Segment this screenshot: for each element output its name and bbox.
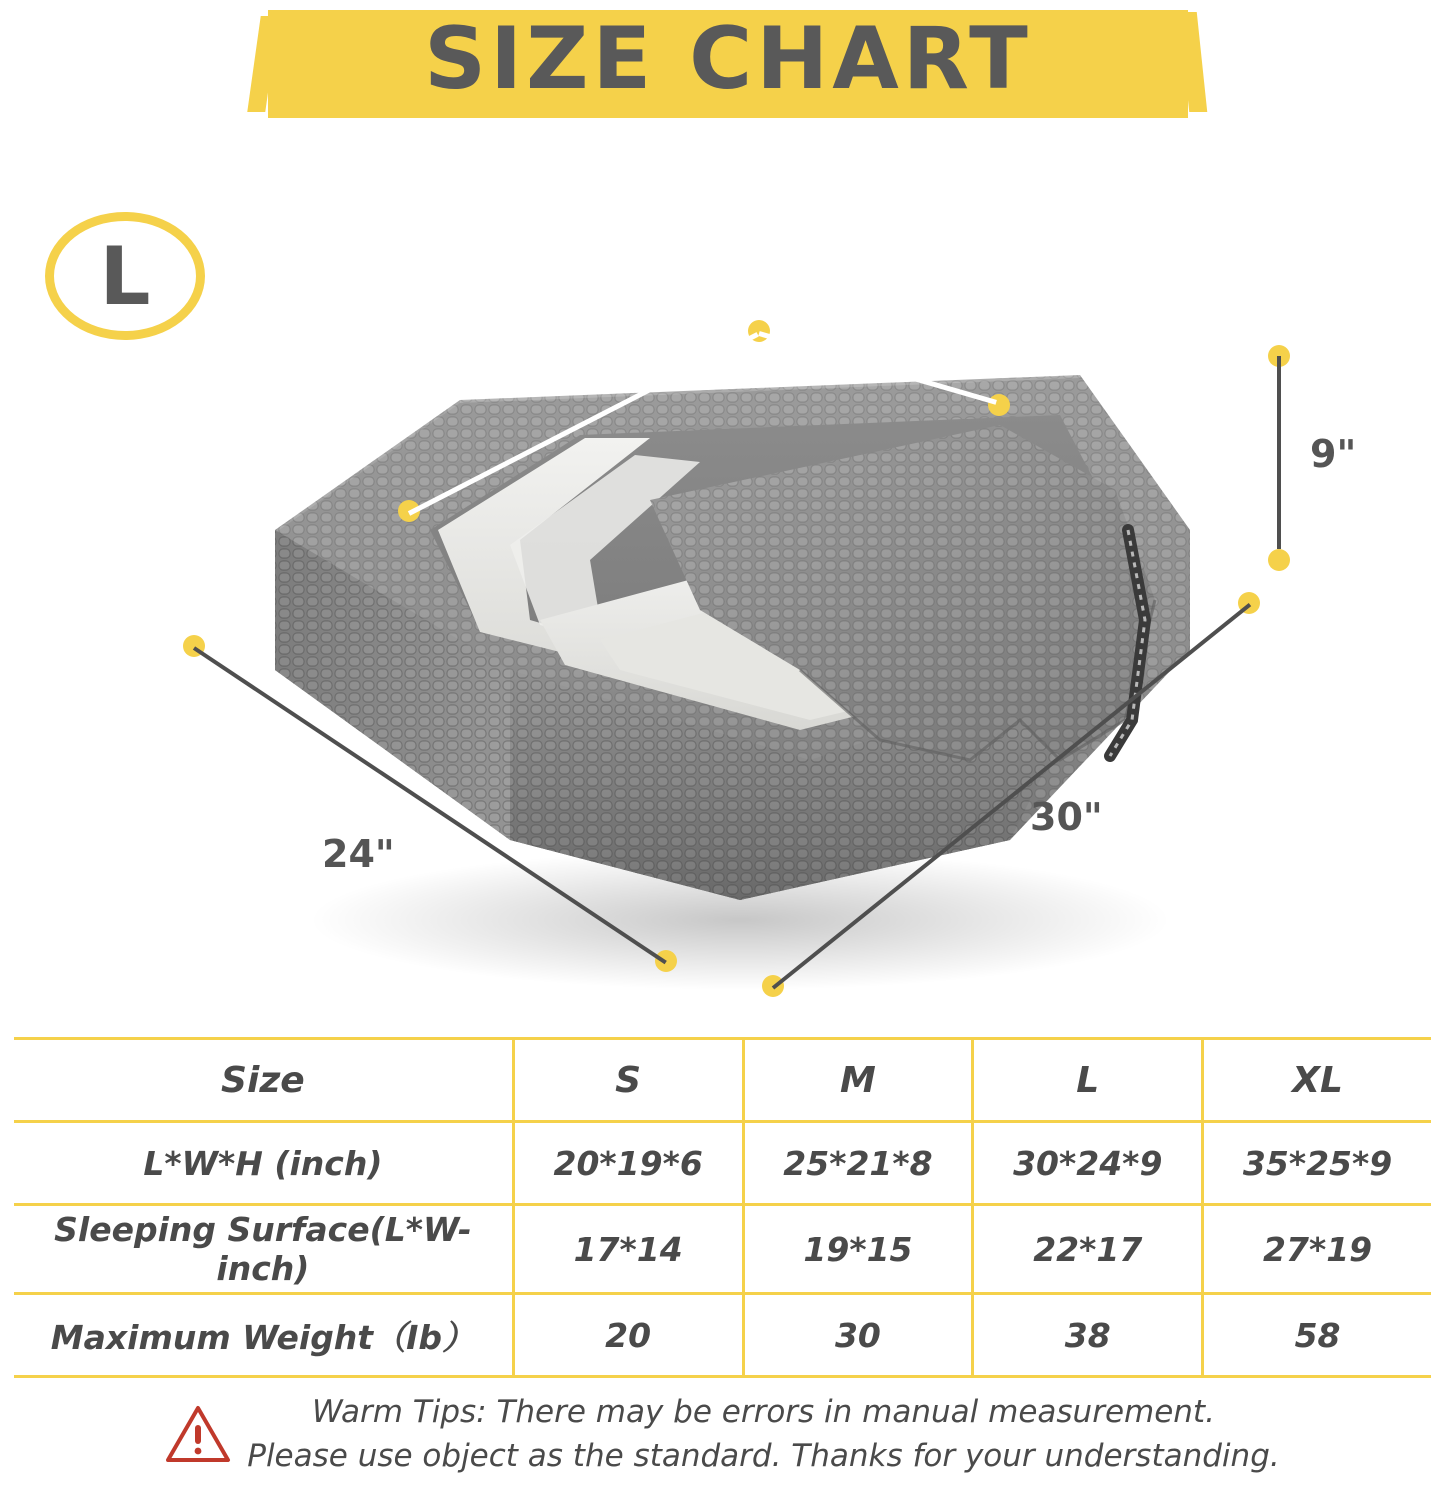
dim-label-outer-length: 30": [1030, 795, 1103, 839]
size-table: [14, 1037, 1431, 1378]
table-header-size: Size: [14, 1039, 513, 1122]
dim-dot-height-bottom: [1268, 549, 1290, 571]
size-badge-label: L: [99, 230, 151, 323]
warm-tips-line-2: Please use object as the standard. Thanks for your understanding.: [247, 1438, 1280, 1474]
dim-label-height: 9": [1310, 432, 1357, 476]
warm-tips-text-block: [247, 1390, 1279, 1478]
table-header-l: L: [973, 1039, 1203, 1122]
dim-label-sleep-width: 17": [915, 320, 988, 364]
cell-sleeping-surface-m: 19*15: [743, 1205, 973, 1294]
cell-dimensions-xl: 35*25*9: [1203, 1122, 1431, 1205]
cell-dimensions-m: 25*21*8: [743, 1122, 973, 1205]
dim-label-outer-width: 24": [322, 832, 395, 876]
product-illustration: [180, 200, 1300, 1030]
table-row: [14, 1122, 1431, 1205]
cell-sleeping-surface-s: 17*14: [513, 1205, 743, 1294]
warm-tips: [14, 1390, 1431, 1478]
cell-dimensions-s: 20*19*6: [513, 1122, 743, 1205]
table-header-xl: XL: [1203, 1039, 1431, 1122]
cell-maximum-weight-m: 30: [743, 1294, 973, 1377]
cell-maximum-weight-s: 20: [513, 1294, 743, 1377]
cell-maximum-weight-l: 38: [973, 1294, 1203, 1377]
cell-sleeping-surface-xl: 27*19: [1203, 1205, 1431, 1294]
size-table-wrapper: [14, 1037, 1431, 1378]
table-header-m: M: [743, 1039, 973, 1122]
row-label-dimensions: L*W*H (inch): [14, 1122, 513, 1205]
table-header-row: [14, 1039, 1431, 1122]
table-row: [14, 1205, 1431, 1294]
dim-label-sleep-length: 22": [565, 325, 638, 369]
dim-line-height: [1277, 356, 1281, 549]
warm-tips-line-1: Warm Tips: There may be errors in manual measurement.: [312, 1394, 1215, 1430]
cell-maximum-weight-xl: 58: [1203, 1294, 1431, 1377]
page-title: SIZE CHART: [424, 9, 1032, 109]
table-row: [14, 1294, 1431, 1377]
row-label-maximum-weight: Maximum Weight（Ib）: [14, 1294, 513, 1377]
cell-dimensions-l: 30*24*9: [973, 1122, 1203, 1205]
table-header-s: S: [513, 1039, 743, 1122]
cell-sleeping-surface-l: 22*17: [973, 1205, 1203, 1294]
dim-dot-sleep-width-end: [988, 394, 1010, 416]
header: [0, 0, 1445, 140]
warning-triangle-icon: [165, 1404, 231, 1464]
row-label-sleeping-surface: Sleeping Surface(L*W-inch): [14, 1205, 513, 1294]
